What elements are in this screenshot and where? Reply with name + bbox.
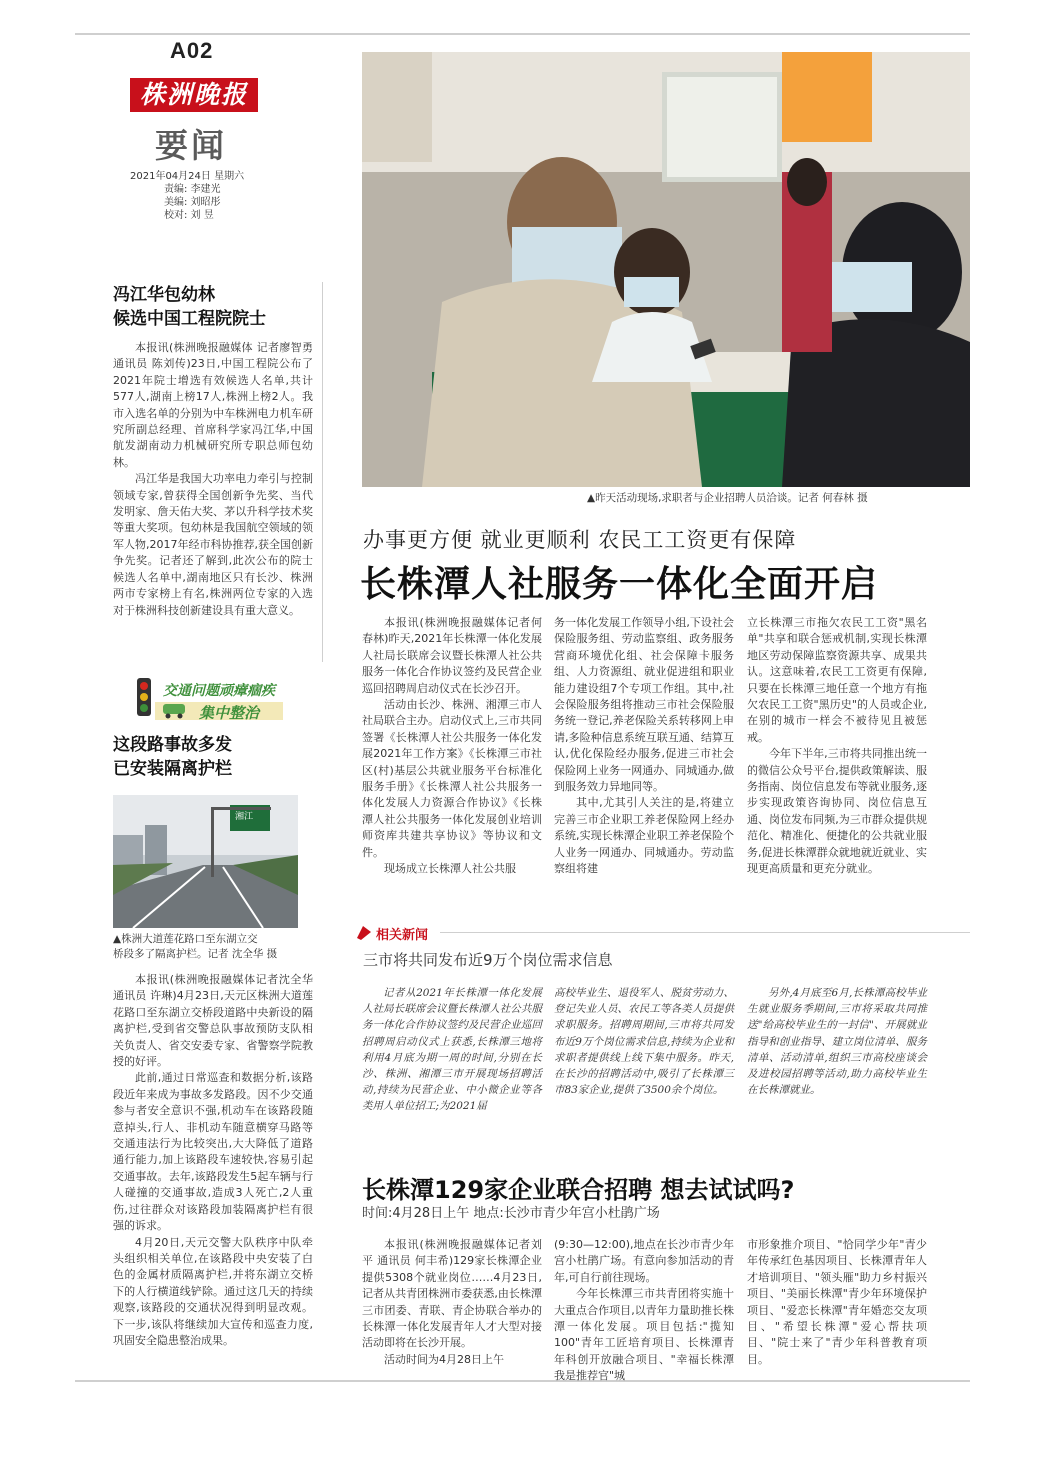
story1-paragraph: 本报讯(株洲晚报融媒体 记者廖智勇 通讯员 陈刘传)23日,中国工程院公布了2021年院士增选有效候选人名单,共计577人,湖南上榜17人,株洲上榜2人。我市入选名单的分别为中车株洲电力机车研究所副总经理、首席科学家冯江华,中国航发湖南动力机械研究所专职总师包幼林。 [113, 341, 313, 469]
banner-line2: 集中整治 [199, 704, 260, 722]
related-col1: 记者从2021年长株潭一体化发展人社局长联席会议暨长株潭人社公共服务一体化合作协议签约及民营企业巡回招聘周启动仪式上获悉,长株潭三地将利用4月底为期一周的时间,分别在长沙、株洲、湘潭三市开展现场招聘活动,持续为民营企业、中小微企业等各类用人单位招工;为2021届 [362, 987, 542, 1113]
story2-headline: 这段路事故多发 已安装隔离护栏 [113, 735, 232, 779]
story1-body [113, 340, 313, 670]
proof-credit: 校对: 刘 昱 [164, 210, 214, 221]
lead-col1: 本报讯(株洲晚报融媒体记者何春林)昨天,2021年长株潭一体化发展人社局长联席会议暨长株潭人社公共服务一体化合作协议签约及民营企业巡回招聘周启动仪式在长沙召开。 活动由长沙、株洲、湘潭三市人社局联合主办。启动仪式上,三市共同签署《长株潭人社公共服务一体化发展2021年工作方案》《长株潭三市社区(村)基层公共就业服务平台标准化服务手册》《长株潭人社公共服务一体化发展人力资源合作协议》《长株潭人社公共服务一体化发展创业培训师资库共建共享协议》等协议和文件。 现场成立长株潭人社公共服 [362, 616, 542, 876]
road-sign-text: 湘江 [235, 812, 254, 822]
section-title: 要闻 [155, 126, 227, 165]
lead-col3: 立长株潭三市拖欠农民工工资"黑名单"共享和联合惩戒机制,实现长株潭地区劳动保障监察资源共享、成果共认。这意味着,农民工工资更有保障,只要在长株潭三地任意一个地方有拖欠农民工工资"黑历史"的人员或企业,在别的城市一样会不被待见且被惩戒。 今年下半年,三市将共同推出统一的微信公众号平台,提供政策解读、服务指南、岗位信息发布等就业服务,逐步实现政策咨询协同、岗位信息互通、岗位发布同频,为三市群众提供规范化、精准化、便捷化的公共就业服务,促进长株潭群众就地就近就业、实现更高质量和更充分就业。 [747, 616, 927, 876]
story3-subhead: 时间:4月28日上午 地点:长沙市青少年宫小杜鹃广场 [362, 1206, 660, 1221]
related-news-tag: 相关新闻 [376, 928, 429, 943]
story1-paragraph: 冯江华是我国大功率电力牵引与控制领域专家,曾获得全国创新争先奖、当代发明家、詹天佑大奖、茅以升科学技术奖等重大奖项。包幼林是我国航空领域的领军人物,2017年经市科协推荐,获全国创新争先奖。记者还了解到,此次公布的院士候选人名单中,湖南地区只有长沙、株洲两市专家榜上有名,株洲两位专家的入选对于株洲科技创新建设具有重大意义。 [113, 472, 313, 617]
issue-meta [130, 170, 244, 222]
designer-credit: 美编: 刘昭彤 [164, 197, 221, 208]
editor-credit: 责编: 李建光 [164, 184, 221, 195]
related-col3: 另外,4月底至6月,长株潭高校毕业生就业服务季期间,三市将采取共同推送"给高校毕业生的一封信"、开展就业指导和创业指导、建立岗位清单、服务清单、活动清单,组织三市高校座谈会及进校园招聘等活动,助力高校毕业生在长株潭就业。 [747, 987, 927, 1097]
related-tag-rule [440, 932, 970, 933]
road-photo [113, 795, 298, 928]
issue-date: 2021年04月24日 星期六 [130, 171, 245, 182]
story2-paragraph: 此前,通过日常巡查和数据分析,该路段近年来成为事故多发路段。因不少交通参与者安全意识不强,机动车在该路段随意掉头,行人、非机动车随意横穿马路等交通违法行为比较突出,大大降低了道路通行能力,加上该路段车速较快,容易引起交通事故。去年,该路段发生5起车辆与行人碰撞的交通事故,造成3人死亡,2人重伤,过往群众对该路段加装隔离护栏有很强的诉求。 [113, 1071, 313, 1233]
main-photo-caption: ▲昨天活动现场,求职者与企业招聘人员洽谈。记者 何春林 摄 [587, 492, 868, 504]
left-column-rule [322, 282, 323, 662]
page-number: A02 [170, 38, 214, 63]
story1-headline: 冯江华包幼林 候选中国工程院院士 [113, 285, 266, 329]
lead-kicker: 办事更方便 就业更顺利 农民工工资更有保障 [363, 528, 797, 552]
story3-headline: 长株潭129家企业联合招聘 想去试试吗? [362, 1176, 795, 1204]
story2-body [113, 972, 313, 1367]
related-news-icon [355, 924, 373, 944]
job-fair-photo-illustration [362, 52, 970, 487]
story2-paragraph: 本报讯(株洲晚报融媒体记者沈全华 通讯员 许琳)4月23日,天元区株洲大道莲花路口至东湖立交桥段道路中央新设的隔离护栏,受到省交警总队事故预防支队相关负责人、省交安委专家、省警察学院教授的好评。 [113, 973, 313, 1069]
top-rule [75, 33, 970, 35]
newspaper-logo: 株洲晚报 [130, 78, 258, 112]
main-photo [362, 52, 970, 487]
bottom-rule [75, 1380, 970, 1382]
related-col2: 高校毕业生、退役军人、脱贫劳动力、登记失业人员、农民工等各类人员提供求职服务。招聘周期间,三市将共同发布近9万个岗位需求信息,持续为企业和求职者提供线上线下集中服务。昨天,在长沙的招聘活动中,吸引了长株潭三市83家企业,提供了3500余个岗位。 [554, 987, 734, 1097]
story3-col3: 市形象推介项目、"恰同学少年"青少年传承红色基因项目、长株潭青年人才培训项目、"领头雁"助力乡村振兴项目、"美丽长株潭"青少年环境保护项目、"爱恋长株潭"青年婚恋交友项目、"希望长株潭"爱心帮扶项目、"院士来了"青少年科普教育项目。 [747, 1238, 927, 1366]
story2-paragraph: 4月20日,天元交警大队秩序中队牵头组织相关单位,在该路段中央安装了白色的金属材质隔离护栏,并将东湖立交桥下的人行横道线铲除。通过这几天的持续观察,该路段的交通状况得到明显改观。下一步,该队将继续加大宣传和巡查力度,巩固安全隐患整治成果。 [113, 1235, 313, 1347]
story3-col1: 本报讯(株洲晚报融媒体记者刘平 通讯员 何丰希)129家长株潭企业提供5308个就业岗位……4月23日,记者从共青团株洲市委获悉,由长株潭三市团委、青联、青企协联合举办的长株潭一体化发展青年人才大型对接活动即将在长沙开展。 活动时间为4月28日上午 [362, 1238, 542, 1366]
lead-headline: 长株潭人社服务一体化全面开启 [360, 564, 879, 605]
traffic-campaign-banner [135, 676, 287, 722]
road-photo-caption: ▲株洲大道莲花路口至东湖立交 桥段多了隔离护栏。记者 沈全华 摄 [113, 933, 278, 960]
road-photo-illustration [113, 795, 298, 928]
banner-line1: 交通问题顽瘴痼疾 [163, 683, 275, 699]
story3-col2: (9:30—12:00),地点在长沙市青少年宫小杜鹃广场。有意向参加活动的青年,可自行前往现场。 今年长株潭三市共青团将实施十大重点合作项目,以青年力量助推长株潭一体化发展。项目包括:"揽知100"青年工匠培育项目、长株潭青年科创开放融合项目、"幸福长株潭 我是推荐官"城 [554, 1238, 734, 1383]
lead-col2: 务一体化发展工作领导小组,下设社会保险服务组、劳动监察组、政务服务营商环境优化组、社会保障卡服务组、人力资源组、就业促进组和职业能力建设组7个专项工作组。其中,社会保险服务组将推动三市社会保险服务统一登记,养老保险关系转移网上申请,多险种信息系统互联互通、结算互认,优化保险经办服务,促进三市社会保险网上业务一网通办、同城通办,做到服务效力异地同等。 其中,尤其引人关注的是,将建立完善三市企业职工养老保险网上经办系统,实现长株潭企业职工养老保险个人业务一网通办、同城通办。劳动监察组将建 [554, 616, 734, 876]
related-news-title: 三市将共同发布近9万个岗位需求信息 [363, 951, 613, 969]
